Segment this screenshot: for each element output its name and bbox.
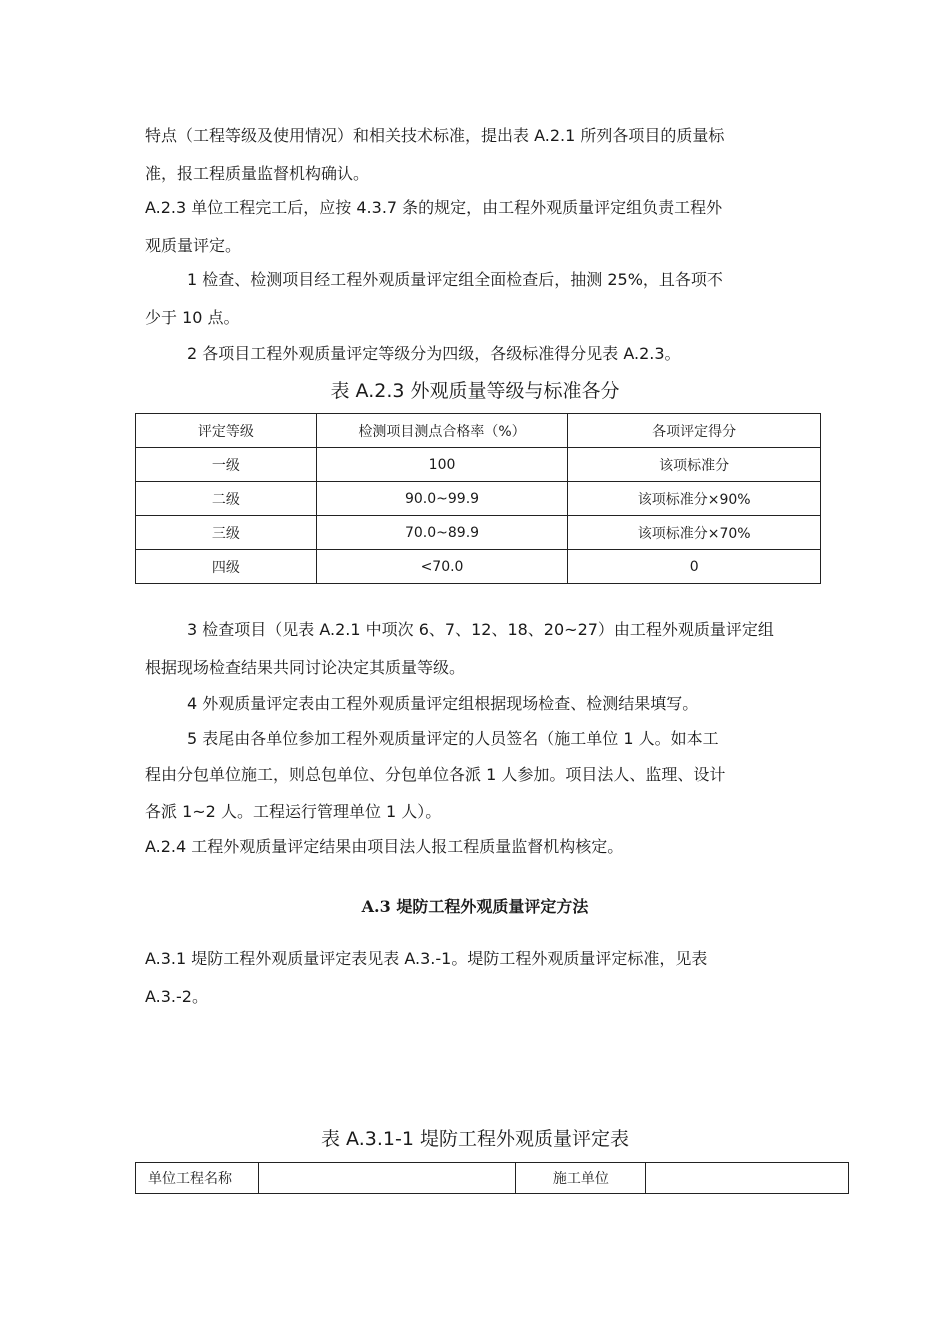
- paragraph-line: A.3.-2。: [145, 987, 208, 1006]
- table-cell: 100: [316, 448, 568, 482]
- table-cell: 二级: [136, 482, 317, 516]
- levee-appearance-table: [135, 1162, 849, 1194]
- table-cell: 三级: [136, 516, 317, 550]
- paragraph-line: 1 检查、检测项目经工程外观质量评定组全面检查后，抽测 25%，且各项不: [187, 270, 723, 289]
- table-cell: 70.0~89.9: [316, 516, 568, 550]
- paragraph-line: A.2.4 工程外观质量评定结果由项目法人报工程质量监督机构核定。: [145, 837, 624, 856]
- table-header-cell: 检测项目测点合格率（%）: [316, 414, 568, 448]
- table-cell-empty: [646, 1163, 849, 1194]
- table-header-cell: 评定等级: [136, 414, 317, 448]
- paragraph-line: 准，报工程质量监督机构确认。: [145, 164, 370, 183]
- table-cell: 该项标准分×70%: [568, 516, 821, 550]
- paragraph-line: A.3.1 堤防工程外观质量评定表见表 A.3.-1。堤防工程外观质量评定标准，见表: [145, 949, 708, 968]
- paragraph-line: 根据现场检查结果共同讨论决定其质量等级。: [145, 658, 466, 677]
- paragraph-line: 程由分包单位施工，则总包单位、分包单位各派 1 人参加。项目法人、监理、设计: [145, 765, 726, 784]
- table-cell: 一级: [136, 448, 317, 482]
- paragraph-line: 3 检查项目（见表 A.2.1 中项次 6、7、12、18、20~27）由工程外观质量评定组: [187, 620, 774, 639]
- paragraph-line: 特点（工程等级及使用情况）和相关技术标准，提出表 A.2.1 所列各项目的质量标: [145, 126, 725, 145]
- table-row: [136, 550, 821, 584]
- paragraph-line: 5 表尾由各单位参加工程外观质量评定的人员签名（施工单位 1 人。如本工: [187, 729, 719, 748]
- paragraph-line: A.2.3 单位工程完工后，应按 4.3.7 条的规定，由工程外观质量评定组负责工程外: [145, 198, 723, 217]
- table-cell: 施工单位: [516, 1163, 646, 1194]
- table-cell: 单位工程名称: [136, 1163, 259, 1194]
- table-cell: 0: [568, 550, 821, 584]
- table-row: [136, 482, 821, 516]
- table-cell: 该项标准分×90%: [568, 482, 821, 516]
- table-row: [136, 448, 821, 482]
- table-cell: <70.0: [316, 550, 568, 584]
- table-cell: 该项标准分: [568, 448, 821, 482]
- table-header-cell: 各项评定得分: [568, 414, 821, 448]
- table-caption: 表 A.3.1-1 堤防工程外观质量评定表: [321, 1128, 629, 1150]
- grade-standard-table: [135, 413, 821, 584]
- table-row: [136, 1163, 849, 1194]
- table-row: [136, 516, 821, 550]
- section-heading: A.3 堤防工程外观质量评定方法: [361, 897, 589, 916]
- table-cell: 90.0~99.9: [316, 482, 568, 516]
- table-caption: 表 A.2.3 外观质量等级与标准各分: [330, 380, 620, 402]
- paragraph-line: 4 外观质量评定表由工程外观质量评定组根据现场检查、检测结果填写。: [187, 694, 699, 713]
- table-cell-empty: [258, 1163, 516, 1194]
- paragraph-line: 观质量评定。: [145, 236, 242, 255]
- paragraph-line: 少于 10 点。: [145, 308, 240, 327]
- paragraph-line: 2 各项目工程外观质量评定等级分为四级，各级标准得分见表 A.2.3。: [187, 344, 681, 363]
- paragraph-line: 各派 1~2 人。工程运行管理单位 1 人）。: [145, 802, 442, 821]
- table-cell: 四级: [136, 550, 317, 584]
- table-header-row: [136, 414, 821, 448]
